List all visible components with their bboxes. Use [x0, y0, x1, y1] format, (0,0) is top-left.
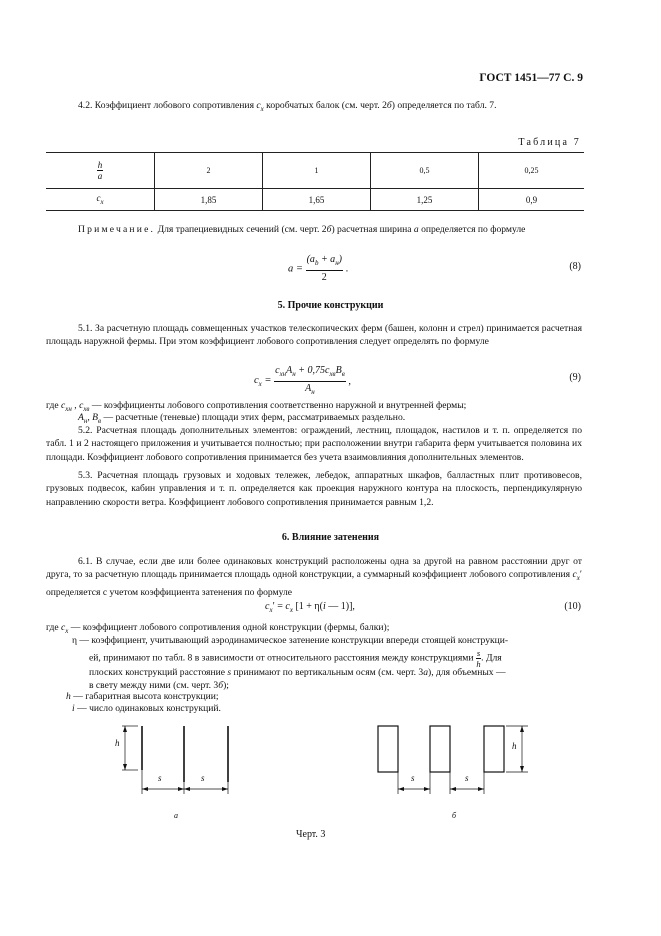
w9-a: где — [46, 400, 61, 411]
table-note — [46, 223, 582, 236]
arrowheads — [123, 726, 524, 791]
fraction-den: a — [97, 171, 103, 181]
equation-9 — [254, 364, 351, 399]
paragraph-4-2 — [78, 99, 588, 116]
table-7-title: Таблица 7 — [518, 137, 581, 148]
arrowhead — [478, 787, 484, 791]
eq8-sub2: н — [335, 259, 339, 267]
arrowhead — [178, 787, 184, 791]
w10-4ref: а — [423, 667, 429, 678]
eq8-end: ) — [338, 254, 343, 265]
table-7 — [46, 152, 584, 211]
equation-8 — [288, 253, 348, 285]
note-lead: Примечание. — [78, 224, 156, 235]
box-3 — [484, 726, 504, 772]
note-text-a: Для трапециевидных сечений (см. черт. 2 — [155, 224, 327, 235]
eq10-e: i — [322, 601, 326, 612]
p61-text-a: 6.1. В случае, если две или более одинаковых конструкций расположены одна за другой на равном расстоянии друг от друга, то за расчетную площадь принимается площадь одной конструкции, а суммарный коэффициент лобового сопротивления — [46, 556, 582, 581]
eq9-d-sub: в — [341, 370, 345, 378]
eq9-denominator — [274, 382, 346, 399]
eq9-numerator — [274, 364, 346, 382]
eq9-lhs — [254, 374, 272, 389]
arrowhead — [450, 787, 456, 791]
table-cell-h-over-a — [46, 153, 155, 189]
cx-label: c — [96, 193, 101, 204]
w9-2b: , — [87, 412, 93, 423]
w10-3b: . Для — [481, 652, 502, 664]
eq8-tail: . — [345, 263, 349, 275]
box-1 — [378, 726, 398, 772]
w9-d: c — [79, 400, 84, 411]
table-cell: 1,25 — [371, 189, 479, 211]
figure-b-h-label: h — [512, 741, 517, 751]
w9-c: , — [71, 400, 80, 411]
eq9-tail: , — [348, 376, 352, 387]
eq9-den: A — [305, 383, 312, 394]
eq10-b: = — [274, 601, 286, 612]
eq10-number: (10) — [564, 601, 581, 612]
eq9-lhs-var: c — [254, 374, 259, 386]
section-6-title: 6. Влияние затенения — [281, 532, 380, 543]
note-text-c: определяется по формуле — [418, 224, 526, 235]
arrowhead — [424, 787, 430, 791]
arrowhead — [520, 766, 524, 772]
equation-10 — [265, 601, 355, 614]
figure-caption-b: б — [452, 811, 457, 820]
table-row — [46, 153, 584, 189]
eq8-number: (8) — [569, 261, 581, 272]
table-cell: 1 — [263, 153, 371, 189]
w10-7b: — число одинаковых конструкций. — [74, 703, 221, 714]
paragraph-5-1: 5.1. За расчетную площадь совмещенных участков телескопических ферм (башен, колонн и стрел) принимается расчетная площадь наружной фермы. При этом коэффициент лобового сопротивления следует определять по формуле — [46, 323, 582, 348]
table-cell: 1,65 — [263, 189, 371, 211]
w9-b: c — [61, 400, 66, 411]
w10-5ref: б — [218, 680, 224, 691]
w9-2a-sub: н — [83, 416, 88, 425]
p61-var-prime: ′ — [579, 569, 582, 581]
table-cell: 1,85 — [155, 189, 263, 211]
w10-1a: где — [46, 622, 61, 633]
p61-var-sub: x — [576, 574, 580, 583]
paragraph-5-3: 5.3. Расчетная площадь грузовых и ходовых тележек, лебедок, аппаратных шкафов, балластных плит противовесов, грузовых подвесок, кабин управления и т. п. определяется как проекция наружного контура на плоскость, перпендикулярную направлению скорости ветра. Коэффициент лобового сопротивления принимается равным 1,2. — [46, 470, 582, 508]
p42-text-c: ) определяется по табл. 7. — [391, 100, 497, 111]
figure-a — [122, 726, 228, 794]
w9-2c: B — [92, 412, 99, 423]
cx-label-sub: x — [100, 197, 104, 206]
eq8-mid: + a — [318, 254, 336, 265]
p42-text-b: коробчатых балок (см. черт. 2 — [263, 100, 387, 111]
w10-5b: ); — [223, 680, 229, 691]
figure-a-s-label-1: s — [158, 773, 162, 783]
figure-b-s-label-1: s — [411, 773, 415, 783]
fraction-h-a — [97, 160, 104, 181]
eq10-c-sub: x — [289, 606, 293, 614]
w10-7a: i — [72, 703, 75, 714]
box-2 — [430, 726, 450, 772]
eq10-a: c — [265, 601, 270, 612]
where-10-line-4 — [89, 666, 589, 679]
eq8-num: (a — [306, 254, 315, 265]
figure-title: Черт. 3 — [296, 829, 326, 840]
w10-1b-sub: x — [65, 626, 69, 635]
w9-b-sub: xн — [65, 404, 72, 413]
eq9-a-sub: xн — [279, 370, 287, 378]
figure-a-h-label: h — [115, 738, 120, 748]
eq8-fraction — [306, 253, 343, 285]
eq10-c: c — [285, 601, 290, 612]
w10-5a: в свету между ними (см. черт. 3 — [89, 680, 219, 691]
table-cell: 0,5 — [371, 153, 479, 189]
w9-2d: — расчетные (теневые) площади этих ферм, рассматриваемых раздельно. — [101, 412, 406, 423]
w10-1b: c — [61, 622, 66, 633]
eq9-b-sub: н — [292, 370, 296, 378]
arrowhead — [184, 787, 190, 791]
eq8-sub1: b — [314, 259, 319, 267]
arrowhead — [520, 726, 524, 732]
eq9-a: c — [275, 365, 280, 376]
w10-6b: — габаритная высота конструкции; — [70, 691, 219, 702]
eq9-number: (9) — [569, 372, 581, 383]
note-var: a — [413, 224, 419, 235]
where-10-line-7 — [72, 702, 572, 715]
figure-caption-a: а — [174, 811, 178, 820]
w10-4s: s — [227, 667, 232, 678]
eq9-lhs-sub: x — [258, 380, 262, 389]
eq9-d: B — [335, 365, 342, 376]
eq9-c: + 0,75c — [295, 365, 330, 376]
table-cell-cx — [46, 189, 155, 211]
arrowhead — [222, 787, 228, 791]
eq9-c-sub: xв — [329, 370, 336, 378]
w9-2a: A — [78, 412, 84, 423]
eq9-eq: = — [261, 374, 272, 386]
arrowhead — [398, 787, 404, 791]
note-ref: б — [326, 224, 332, 235]
eq8-lhs: a = — [288, 263, 303, 275]
eq8-den: 2 — [321, 272, 327, 283]
eq10-a-prime: ′ — [272, 601, 275, 612]
paragraph-6-1 — [46, 555, 582, 599]
where-10-line-2: η — коэффициент, учитывающий аэродинамическое затенение конструкции впереди стоящей конструкци- — [72, 635, 509, 646]
arrowhead — [123, 726, 127, 732]
eq10-f: — 1)], — [325, 601, 355, 612]
table-cell: 0,25 — [479, 153, 585, 189]
note-text-b: ) расчетная ширина — [331, 224, 414, 235]
figure-b — [378, 726, 528, 794]
p42-text-a: 4.2. Коэффициент лобового сопротивления — [78, 100, 257, 111]
p42-cx-sub: x — [260, 104, 264, 113]
table-row — [46, 189, 584, 211]
page-header: ГОСТ 1451—77 С. 9 — [479, 72, 583, 84]
w10-3a: ей, принимают по табл. 8 в зависимости от относительного расстояния между конструкциями — [89, 652, 476, 664]
w9-d-sub: xв — [83, 404, 90, 413]
figure-a-s-label-2: s — [201, 773, 205, 783]
arrowhead — [123, 764, 127, 770]
figure-b-s-label-2: s — [465, 773, 469, 783]
p42-cx: c — [256, 100, 261, 111]
eq10-d: [1 + η( — [292, 601, 323, 612]
figure-3-drawing — [100, 718, 560, 808]
eq9-fraction — [274, 364, 346, 399]
eq9-b: A — [286, 365, 293, 376]
eq9-den-sub: н — [311, 388, 315, 396]
p61-text-b: определяется с учетом коэффициента затенения по формуле — [46, 586, 293, 598]
w10-1c: — коэффициент лобового сопротивления одной конструкции (фермы, балки); — [68, 622, 390, 633]
table-cell: 2 — [155, 153, 263, 189]
w9-e: — коэффициенты лобового сопротивления соответственно наружной и внутренней фермы; — [89, 400, 467, 411]
w10-4b: принимают по вертикальным осям (см. черт. 3 — [231, 667, 424, 678]
fraction-s: s — [476, 648, 481, 658]
arrowhead — [142, 787, 148, 791]
w9-2c-sub: в — [98, 416, 102, 425]
fraction-h: h — [476, 659, 481, 669]
eq10-a-sub: x — [269, 606, 273, 614]
fraction-num: h — [97, 160, 103, 170]
eq8-numerator — [306, 253, 343, 271]
w10-6a: h — [66, 691, 71, 702]
table-cell: 0,9 — [479, 189, 585, 211]
p61-var: c — [572, 569, 577, 581]
paragraph-5-2: 5.2. Расчетная площадь дополнительных элементов: ограждений, лестниц, площадок, настилов и т. п. определяется по табл. 1 и 2 настоящего приложения и учитывается полностью; при расположении внутри габарита ферм учитывается половина их площади. Коэффициент лобового сопротивления принимается без учета взаимовлияния дополнительных элементов. — [46, 425, 582, 463]
w10-4c: ), для объемных — — [428, 667, 506, 678]
w10-4a: плоских конструкций расстояние — [89, 667, 228, 678]
section-5-title: 5. Прочие конструкции — [277, 300, 384, 311]
p42-ref: б — [386, 100, 392, 111]
